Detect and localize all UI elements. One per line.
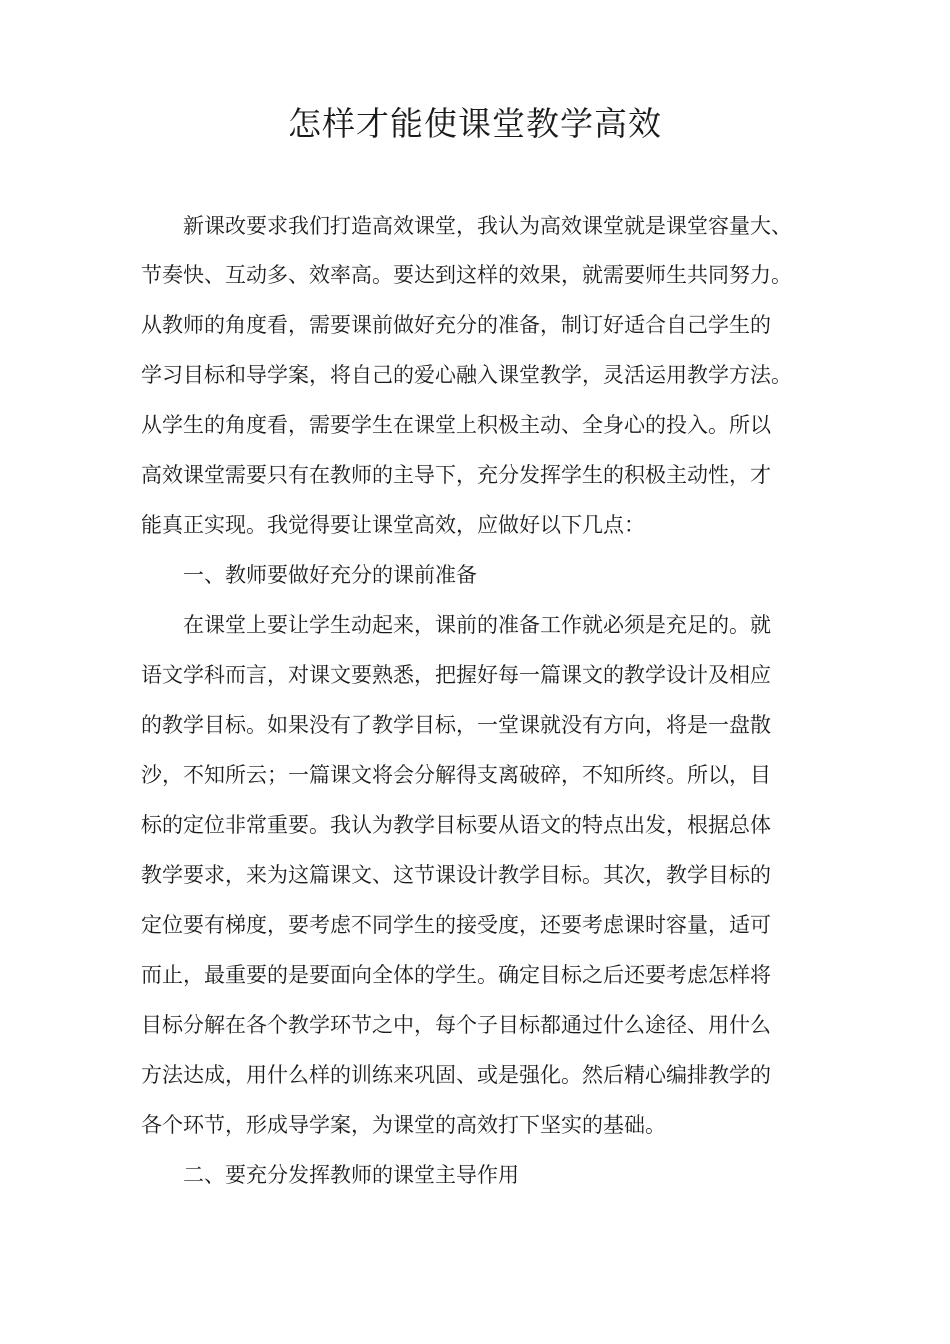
section-heading-2: 二、要充分发挥教师的课堂主导作用 — [183, 1163, 519, 1187]
text-line: 从教师的角度看，需要课前做好充分的准备，制订好适合自己学生的 — [141, 313, 771, 337]
text-line: 教学要求，来为这篇课文、这节课设计教学目标。其次，教学目标的 — [141, 863, 771, 887]
text-line: 而止，最重要的是要面向全体的学生。确定目标之后还要考虑怎样将 — [141, 963, 771, 987]
text-line: 节奏快、互动多、效率高。要达到这样的效果，就需要师生共同努力。 — [141, 263, 792, 287]
text-line: 从学生的角度看，需要学生在课堂上积极主动、全身心的投入。所以 — [141, 413, 771, 437]
text-line: 语文学科而言，对课文要熟悉，把握好每一篇课文的教学设计及相应 — [141, 663, 771, 687]
section-heading-1: 一、教师要做好充分的课前准备 — [183, 563, 477, 587]
text-line: 定位要有梯度，要考虑不同学生的接受度，还要考虑课时容量，适可 — [141, 913, 771, 937]
text-line: 的教学目标。如果没有了教学目标，一堂课就没有方向，将是一盘散 — [141, 713, 771, 737]
text-line: 目标分解在各个教学环节之中，每个子目标都通过什么途径、用什么 — [141, 1013, 771, 1037]
text-line: 高效课堂需要只有在教师的主导下，充分发挥学生的积极主动性，才 — [141, 463, 771, 487]
text-line: 标的定位非常重要。我认为教学目标要从语文的特点出发，根据总体 — [141, 813, 771, 837]
text-line: 学习目标和导学案，将自己的爱心融入课堂教学，灵活运用教学方法。 — [141, 363, 792, 387]
text-line: 能真正实现。我觉得要让课堂高效，应做好以下几点： — [141, 513, 645, 537]
text-line: 新课改要求我们打造高效课堂，我认为高效课堂就是课堂容量大、 — [183, 214, 792, 238]
text-line: 在课堂上要让学生动起来，课前的准备工作就必须是充足的。就 — [183, 613, 771, 637]
text-line: 各个环节，形成导学案，为课堂的高效打下坚实的基础。 — [141, 1113, 666, 1137]
text-line: 方法达成，用什么样的训练来巩固、或是强化。然后精心编排教学的 — [141, 1063, 771, 1087]
document-title: 怎样才能使课堂教学高效 — [288, 104, 662, 143]
text-line: 沙，不知所云；一篇课文将会分解得支离破碎，不知所终。所以，目 — [141, 763, 771, 787]
